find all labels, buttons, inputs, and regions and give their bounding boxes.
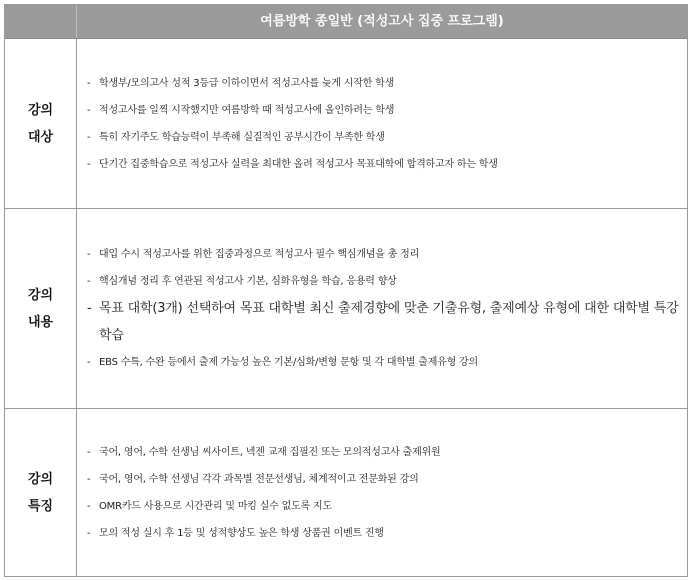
list-item: - 국어, 영어, 수학 선생님 씨사이트, 넥젠 교재 집필진 또는 모의적성고사 출제위원 [87,439,687,466]
row-content [77,209,687,408]
bullet-dash: - [87,249,91,260]
bullet-dash: - [87,301,92,316]
list-item: - 대입 수시 적성고사를 위한 집중과정으로 적성고사 필수 핵심개념을 총 정리 [87,241,687,268]
row-content [77,409,687,576]
list-item: - 핵심개념 정리 후 연관된 적성고사 기본, 심화유형을 학습, 응용력 향상 [87,268,687,295]
list-item: - 국어, 영어, 수학 선생님 각각 과목별 전문선생님, 체계적이고 전문화된 강의 [87,466,687,493]
row-label-cell [5,409,77,576]
row-features [5,409,687,576]
list-item: - 목표 대학(3개) 선택하여 목표 대학별 최신 출제경향에 맞춘 기출유형, 출제예상 유형에 대한 대학별 특강 학습 [87,295,685,349]
bullet-dash: - [87,158,91,170]
bullet-dash: - [87,104,91,116]
row-target [5,39,687,208]
row-label-cell [5,209,77,408]
table-header [5,5,687,39]
row-content [77,39,687,208]
list-item: - 학생부/모의고사 성적 3등급 이하이면서 적성고사를 늦게 시작한 학생 [87,70,687,97]
bullet-dash: - [87,77,91,89]
bullet-dash: - [87,500,91,512]
bullet-dash: - [87,473,91,485]
row-label: 강의 특징 [27,471,54,514]
bullet-dash: - [87,131,91,143]
list-item: - EBS 수특, 수완 등에서 출제 가능성 높은 기본/심화/변형 문항 및 각 대학별 출제유형 강의 [87,349,687,376]
row-content-section [5,209,687,408]
bullet-dash: - [87,276,91,287]
program-title: 여름방학 종일반 (적성고사 집중 프로그램) [260,14,504,29]
bullet-dash: - [87,446,91,458]
list-item: - OMR카드 사용으로 시간관리 및 마킹 실수 없도록 지도 [87,493,687,520]
header-empty-cell [5,5,77,38]
list-item: - 단기간 집중학습으로 적성고사 실력을 최대한 올려 적성고사 목표대학에 합격하고자 하는 학생 [87,151,687,178]
row-label: 강의 대상 [27,102,54,145]
bullet-dash: - [87,357,91,368]
bullet-dash: - [87,527,91,539]
row-label-cell [5,39,77,208]
list-item: - 특히 자기주도 학습능력이 부족해 실질적인 공부시간이 부족한 학생 [87,124,687,151]
row-label: 강의 내용 [27,287,54,330]
list-item: - 모의 적성 실시 후 1등 및 성적향상도 높은 학생 상품권 이벤트 진행 [87,520,687,547]
list-item: - 적성고사를 일찍 시작했지만 여름방학 때 적성고사에 올인하려는 학생 [87,97,687,124]
program-table [4,4,688,577]
